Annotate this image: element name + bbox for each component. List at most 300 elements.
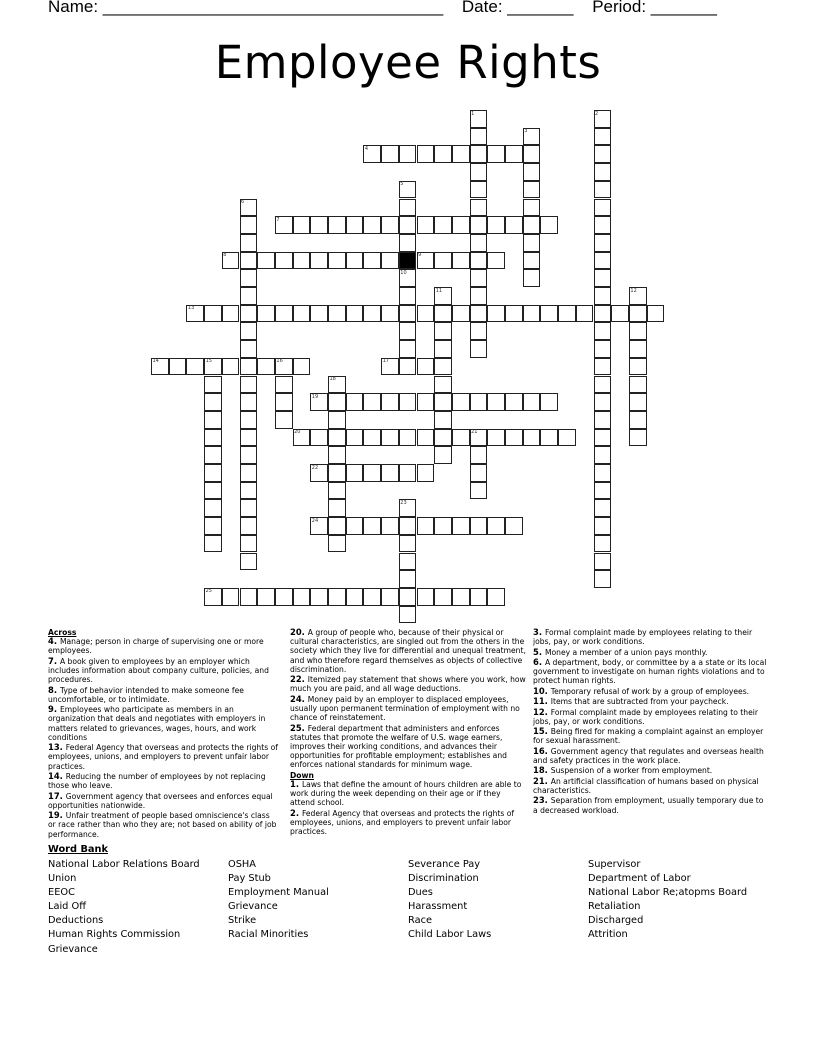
clue-item: 7. A book given to employees by an employer which includes information about company culture, policies, and procedures. bbox=[48, 655, 269, 685]
grid-cell[interactable] bbox=[381, 429, 399, 447]
grid-cell[interactable] bbox=[470, 216, 488, 234]
clue-number: 23 bbox=[400, 499, 407, 506]
grid-cell[interactable] bbox=[381, 145, 399, 163]
grid-cell[interactable] bbox=[611, 305, 629, 323]
grid-cell[interactable] bbox=[293, 305, 311, 323]
grid-cell[interactable] bbox=[540, 429, 558, 447]
grid-cell[interactable] bbox=[399, 340, 417, 358]
grid-cell[interactable] bbox=[417, 216, 435, 234]
grid-cell[interactable] bbox=[381, 464, 399, 482]
word-bank-item: Attrition bbox=[588, 929, 628, 941]
grid-cell[interactable] bbox=[594, 322, 612, 340]
grid-cell[interactable] bbox=[399, 216, 417, 234]
grid-cell[interactable] bbox=[470, 340, 488, 358]
grid-cell[interactable] bbox=[257, 358, 275, 376]
grid-cell[interactable] bbox=[523, 181, 541, 199]
clue-number-label: 20. bbox=[290, 627, 308, 637]
grid-cell[interactable] bbox=[328, 411, 346, 429]
grid-cell[interactable] bbox=[399, 517, 417, 535]
clue-item: 6. A department, body, or committee by a a state or its local government to investigate on human rights violations and to protect human rights. bbox=[533, 656, 767, 686]
grid-cell[interactable] bbox=[594, 252, 612, 270]
grid-cell[interactable] bbox=[399, 464, 417, 482]
grid-cell[interactable] bbox=[399, 234, 417, 252]
clue-item: 9. Employees who participate as members in an organization that deals and negotiates with employers in matters related to grievances, wages, hours, and work conditions bbox=[48, 704, 266, 742]
grid-cell[interactable] bbox=[381, 517, 399, 535]
grid-cell[interactable] bbox=[452, 429, 470, 447]
grid-cell[interactable] bbox=[594, 269, 612, 287]
grid-cell[interactable] bbox=[328, 482, 346, 500]
grid-cell[interactable] bbox=[399, 322, 417, 340]
grid-cell[interactable] bbox=[594, 429, 612, 447]
clue-number-label: 16. bbox=[533, 745, 551, 756]
word-bank-item: Discrimination bbox=[408, 873, 479, 885]
grid-cell[interactable] bbox=[399, 145, 417, 163]
grid-cell[interactable] bbox=[328, 464, 346, 482]
grid-cell[interactable] bbox=[240, 429, 258, 447]
word-bank-item: Child Labor Laws bbox=[408, 929, 492, 941]
grid-cell[interactable] bbox=[169, 358, 187, 376]
grid-cell[interactable] bbox=[399, 393, 417, 411]
word-bank-item: Dues bbox=[408, 887, 433, 899]
grid-cell[interactable] bbox=[310, 429, 328, 447]
grid-cell[interactable] bbox=[629, 358, 647, 376]
grid-cell[interactable] bbox=[222, 358, 240, 376]
grid-cell[interactable] bbox=[470, 446, 488, 464]
grid-cell[interactable] bbox=[328, 517, 346, 535]
grid-cell[interactable] bbox=[240, 482, 258, 500]
grid-cell[interactable] bbox=[523, 234, 541, 252]
clue-number-label: 17. bbox=[48, 790, 66, 801]
grid-cell[interactable] bbox=[399, 588, 417, 606]
grid-cell[interactable] bbox=[452, 393, 470, 411]
grid-cell[interactable] bbox=[346, 517, 364, 535]
grid-cell[interactable] bbox=[417, 464, 435, 482]
grid-cell[interactable] bbox=[381, 252, 399, 270]
clue-number: 22 bbox=[311, 464, 319, 471]
grid-cell[interactable] bbox=[452, 252, 470, 270]
grid-cell[interactable] bbox=[417, 588, 435, 606]
grid-cell[interactable] bbox=[346, 252, 364, 270]
grid-cell[interactable] bbox=[328, 216, 346, 234]
grid-cell[interactable] bbox=[240, 535, 258, 553]
grid-cell[interactable] bbox=[434, 252, 452, 270]
grid-cell[interactable] bbox=[434, 340, 452, 358]
grid-cell[interactable] bbox=[487, 216, 505, 234]
grid-cell[interactable] bbox=[417, 305, 435, 323]
clue-item: 5. Money a member of a union pays monthly. bbox=[533, 646, 708, 657]
clue-number: 16 bbox=[276, 358, 283, 365]
grid-cell[interactable] bbox=[487, 252, 505, 270]
grid-cell[interactable] bbox=[470, 482, 488, 500]
grid-cell[interactable] bbox=[594, 464, 612, 482]
clue-item: 8. Type of behavior intended to make someone fee uncomfortable, or to intimidate. bbox=[48, 684, 244, 704]
clues-column-2 bbox=[290, 628, 526, 838]
grid-cell[interactable] bbox=[540, 216, 558, 234]
grid-cell[interactable] bbox=[240, 340, 258, 358]
grid-cell[interactable] bbox=[204, 446, 222, 464]
grid-cell[interactable] bbox=[523, 252, 541, 270]
grid-cell[interactable] bbox=[470, 287, 488, 305]
grid-cell[interactable] bbox=[505, 429, 523, 447]
grid-cell[interactable] bbox=[434, 358, 452, 376]
grid-cell[interactable] bbox=[399, 358, 417, 376]
grid-cell[interactable] bbox=[204, 393, 222, 411]
word-bank-column bbox=[408, 858, 491, 943]
grid-cell[interactable] bbox=[240, 287, 258, 305]
clue-item: 10. Temporary refusal of work by a group of employees. bbox=[533, 685, 750, 696]
grid-cell[interactable] bbox=[328, 588, 346, 606]
grid-cell[interactable] bbox=[540, 393, 558, 411]
grid-cell[interactable] bbox=[399, 199, 417, 217]
grid-cell[interactable] bbox=[594, 482, 612, 500]
grid-cell[interactable] bbox=[363, 464, 381, 482]
grid-cell[interactable] bbox=[310, 252, 328, 270]
grid-cell[interactable] bbox=[240, 464, 258, 482]
grid-cell[interactable] bbox=[240, 553, 258, 571]
date-field[interactable]: Date: _______ bbox=[461, 0, 574, 16]
grid-cell[interactable] bbox=[363, 252, 381, 270]
grid-cell[interactable] bbox=[487, 393, 505, 411]
grid-cell[interactable] bbox=[434, 145, 452, 163]
clue-number: 1 bbox=[471, 110, 475, 117]
grid-cell[interactable] bbox=[275, 376, 293, 394]
grid-cell[interactable] bbox=[434, 411, 452, 429]
word-bank-item: EEOC bbox=[48, 887, 75, 899]
grid-cell[interactable] bbox=[470, 181, 488, 199]
clue-number: 21 bbox=[471, 429, 478, 436]
grid-cell[interactable] bbox=[505, 393, 523, 411]
black-cell bbox=[399, 252, 417, 270]
grid-cell[interactable] bbox=[470, 163, 488, 181]
grid-cell[interactable] bbox=[417, 517, 435, 535]
grid-cell[interactable] bbox=[594, 553, 612, 571]
grid-cell[interactable] bbox=[594, 216, 612, 234]
clue-number: 19 bbox=[311, 393, 319, 400]
grid-cell[interactable] bbox=[328, 429, 346, 447]
grid-cell[interactable] bbox=[293, 358, 311, 376]
grid-cell[interactable] bbox=[204, 499, 222, 517]
grid-cell[interactable] bbox=[594, 570, 612, 588]
grid-cell[interactable] bbox=[523, 393, 541, 411]
period-field[interactable]: Period: _______ bbox=[592, 0, 717, 16]
grid-cell[interactable] bbox=[346, 429, 364, 447]
grid-cell[interactable] bbox=[487, 305, 505, 323]
word-bank-item: OSHA bbox=[228, 859, 256, 870]
grid-cell[interactable] bbox=[399, 305, 417, 323]
grid-cell[interactable] bbox=[487, 517, 505, 535]
grid-cell[interactable] bbox=[576, 305, 594, 323]
grid-cell[interactable] bbox=[523, 145, 541, 163]
clue-item: 21. An artificial classification of humans based on physical characteristics. bbox=[533, 775, 759, 795]
grid-cell[interactable] bbox=[452, 305, 470, 323]
grid-cell[interactable] bbox=[452, 588, 470, 606]
grid-cell[interactable] bbox=[470, 305, 488, 323]
grid-cell[interactable] bbox=[204, 305, 222, 323]
grid-cell[interactable] bbox=[399, 429, 417, 447]
word-bank-item: Department of Labor bbox=[588, 873, 691, 885]
grid-cell[interactable] bbox=[470, 588, 488, 606]
grid-cell[interactable] bbox=[310, 588, 328, 606]
grid-cell[interactable] bbox=[594, 411, 612, 429]
clue-item: 17. Government agency that oversees and enforces equal opportunities nationwide. bbox=[48, 790, 273, 810]
grid-cell[interactable] bbox=[470, 464, 488, 482]
grid-cell[interactable] bbox=[363, 429, 381, 447]
clue-number: 10 bbox=[400, 269, 407, 276]
clue-number-label: 9. bbox=[48, 704, 60, 715]
grid-cell[interactable] bbox=[381, 216, 399, 234]
grid-cell[interactable] bbox=[594, 128, 612, 146]
grid-cell[interactable] bbox=[417, 145, 435, 163]
grid-cell[interactable] bbox=[523, 305, 541, 323]
clue-number-label: 6. bbox=[533, 656, 545, 667]
grid-cell[interactable] bbox=[594, 340, 612, 358]
grid-cell[interactable] bbox=[328, 305, 346, 323]
grid-cell[interactable] bbox=[487, 429, 505, 447]
grid-cell[interactable] bbox=[434, 322, 452, 340]
grid-cell[interactable] bbox=[363, 216, 381, 234]
grid-cell[interactable] bbox=[594, 499, 612, 517]
grid-cell[interactable] bbox=[240, 234, 258, 252]
clue-number: 17 bbox=[382, 358, 389, 365]
grid-cell[interactable] bbox=[594, 287, 612, 305]
clue-item: 13. Federal Agency that overseas and protects the rights of employees, unions, and employers to prevent unfair labor practices. bbox=[48, 742, 278, 771]
word-bank-item: Human Rights Commission bbox=[48, 929, 181, 941]
grid-cell[interactable] bbox=[540, 305, 558, 323]
grid-cell[interactable] bbox=[434, 393, 452, 411]
grid-cell[interactable] bbox=[594, 163, 612, 181]
word-bank-item: Severance Pay bbox=[408, 859, 481, 870]
grid-cell[interactable] bbox=[310, 305, 328, 323]
grid-cell[interactable] bbox=[558, 305, 576, 323]
grid-cell[interactable] bbox=[594, 517, 612, 535]
grid-cell[interactable] bbox=[629, 393, 647, 411]
grid-cell[interactable] bbox=[328, 393, 346, 411]
grid-cell[interactable] bbox=[240, 269, 258, 287]
grid-cell[interactable] bbox=[204, 482, 222, 500]
grid-cell[interactable] bbox=[594, 358, 612, 376]
grid-cell[interactable] bbox=[629, 411, 647, 429]
word-bank-item: National Labor Relations Board bbox=[48, 859, 200, 870]
grid-cell[interactable] bbox=[328, 499, 346, 517]
grid-cell[interactable] bbox=[417, 393, 435, 411]
grid-cell[interactable] bbox=[452, 517, 470, 535]
grid-cell[interactable] bbox=[558, 429, 576, 447]
word-bank bbox=[48, 843, 748, 955]
grid-cell[interactable] bbox=[629, 376, 647, 394]
grid-cell[interactable] bbox=[363, 588, 381, 606]
grid-cell[interactable] bbox=[594, 376, 612, 394]
grid-cell[interactable] bbox=[434, 446, 452, 464]
grid-cell[interactable] bbox=[204, 411, 222, 429]
grid-cell[interactable] bbox=[505, 216, 523, 234]
clue-item: 22. Itemized pay statement that shows where you work, how much you are paid, and all wage deductions. bbox=[290, 674, 526, 694]
grid-cell[interactable] bbox=[629, 322, 647, 340]
grid-cell[interactable] bbox=[240, 216, 258, 234]
grid-cell[interactable] bbox=[204, 535, 222, 553]
grid-cell[interactable] bbox=[257, 588, 275, 606]
grid-cell[interactable] bbox=[381, 588, 399, 606]
grid-cell[interactable] bbox=[452, 145, 470, 163]
grid-cell[interactable] bbox=[434, 429, 452, 447]
grid-cell[interactable] bbox=[204, 376, 222, 394]
grid-cell[interactable] bbox=[629, 305, 647, 323]
word-bank-item: Supervisor bbox=[588, 859, 641, 870]
grid-cell[interactable] bbox=[470, 199, 488, 217]
grid-cell[interactable] bbox=[363, 517, 381, 535]
grid-cell[interactable] bbox=[275, 588, 293, 606]
clue-number: 3 bbox=[524, 128, 528, 135]
grid-cell[interactable] bbox=[346, 393, 364, 411]
grid-cell[interactable] bbox=[240, 393, 258, 411]
grid-cell[interactable] bbox=[275, 252, 293, 270]
grid-cell[interactable] bbox=[328, 535, 346, 553]
grid-cell[interactable] bbox=[293, 216, 311, 234]
grid-cell[interactable] bbox=[222, 305, 240, 323]
word-bank-column bbox=[48, 858, 200, 957]
grid-cell[interactable] bbox=[346, 588, 364, 606]
clue-number-label: 21. bbox=[533, 775, 551, 786]
clue-number-label: 4. bbox=[48, 636, 60, 647]
grid-cell[interactable] bbox=[594, 305, 612, 323]
grid-cell[interactable] bbox=[328, 446, 346, 464]
grid-cell[interactable] bbox=[434, 376, 452, 394]
grid-cell[interactable] bbox=[417, 358, 435, 376]
grid-cell[interactable] bbox=[647, 305, 665, 323]
grid-cell[interactable] bbox=[594, 199, 612, 217]
grid-cell[interactable] bbox=[399, 535, 417, 553]
grid-cell[interactable] bbox=[275, 393, 293, 411]
word-bank-item: Race bbox=[408, 915, 433, 927]
grid-cell[interactable] bbox=[523, 199, 541, 217]
grid-cell[interactable] bbox=[240, 305, 258, 323]
grid-cell[interactable] bbox=[505, 145, 523, 163]
grid-cell[interactable] bbox=[328, 252, 346, 270]
grid-cell[interactable] bbox=[186, 358, 204, 376]
grid-cell[interactable] bbox=[293, 252, 311, 270]
grid-cell[interactable] bbox=[523, 163, 541, 181]
grid-cell[interactable] bbox=[594, 181, 612, 199]
grid-cell[interactable] bbox=[487, 588, 505, 606]
clue-number-label: 2. bbox=[290, 807, 302, 818]
grid-cell[interactable] bbox=[240, 517, 258, 535]
clue-number: 24 bbox=[311, 517, 319, 524]
clue-number-label: 8. bbox=[48, 684, 60, 695]
grid-cell[interactable] bbox=[594, 145, 612, 163]
grid-cell[interactable] bbox=[222, 588, 240, 606]
word-bank-item: Grievance bbox=[48, 943, 98, 955]
clue-number: 25 bbox=[205, 588, 212, 595]
grid-cell[interactable] bbox=[399, 606, 417, 624]
grid-cell[interactable] bbox=[275, 411, 293, 429]
grid-cell[interactable] bbox=[452, 216, 470, 234]
grid-cell[interactable] bbox=[470, 128, 488, 146]
grid-cell[interactable] bbox=[346, 464, 364, 482]
grid-cell[interactable] bbox=[629, 429, 647, 447]
clue-number-label: 3. bbox=[533, 627, 545, 637]
grid-cell[interactable] bbox=[257, 252, 275, 270]
grid-cell[interactable] bbox=[363, 305, 381, 323]
clue-item: 14. Reducing the number of employees by not replacing those who leave. bbox=[48, 770, 266, 791]
grid-cell[interactable] bbox=[346, 216, 364, 234]
clue-item: 12. Formal complaint made by employees relating to their jobs, pay, or work conditions. bbox=[533, 706, 758, 726]
clue-item: 3. Formal complaint made by employees relating to their jobs, pay, or work conditions. bbox=[533, 627, 753, 647]
name-field[interactable]: Name: ____________________________________ bbox=[48, 0, 444, 16]
grid-cell[interactable] bbox=[434, 216, 452, 234]
clue-number-label: 7. bbox=[48, 655, 60, 666]
grid-cell[interactable] bbox=[204, 464, 222, 482]
grid-cell[interactable] bbox=[204, 517, 222, 535]
word-bank-item: Discharged bbox=[588, 915, 644, 927]
grid-cell[interactable] bbox=[346, 305, 364, 323]
grid-cell[interactable] bbox=[240, 411, 258, 429]
grid-cell[interactable] bbox=[363, 393, 381, 411]
grid-cell[interactable] bbox=[240, 446, 258, 464]
grid-cell[interactable] bbox=[629, 340, 647, 358]
grid-cell[interactable] bbox=[523, 216, 541, 234]
grid-cell[interactable] bbox=[417, 429, 435, 447]
grid-cell[interactable] bbox=[240, 252, 258, 270]
grid-cell[interactable] bbox=[381, 305, 399, 323]
grid-cell[interactable] bbox=[470, 145, 488, 163]
grid-cell[interactable] bbox=[399, 570, 417, 588]
grid-cell[interactable] bbox=[594, 393, 612, 411]
grid-cell[interactable] bbox=[204, 429, 222, 447]
grid-cell[interactable] bbox=[470, 252, 488, 270]
clue-number-label: 1. bbox=[290, 779, 302, 789]
grid-cell[interactable] bbox=[240, 588, 258, 606]
grid-cell[interactable] bbox=[594, 446, 612, 464]
grid-cell[interactable] bbox=[399, 553, 417, 571]
clue-item: 11. Items that are subtracted from your paycheck. bbox=[533, 696, 729, 707]
grid-cell[interactable] bbox=[523, 429, 541, 447]
clue-number: 7 bbox=[276, 216, 280, 223]
grid-cell[interactable] bbox=[470, 322, 488, 340]
grid-cell[interactable] bbox=[310, 216, 328, 234]
grid-cell[interactable] bbox=[470, 234, 488, 252]
grid-cell[interactable] bbox=[240, 322, 258, 340]
grid-cell[interactable] bbox=[487, 145, 505, 163]
grid-cell[interactable] bbox=[399, 287, 417, 305]
clue-item: 2. Federal Agency that overseas and protects the rights of employees, unions, and employers to prevent unfair labor practices. bbox=[290, 807, 515, 837]
grid-cell[interactable] bbox=[505, 517, 523, 535]
clue-number-label: 13. bbox=[48, 742, 66, 753]
clue-number-label: 5. bbox=[533, 646, 545, 657]
grid-cell[interactable] bbox=[293, 588, 311, 606]
grid-cell[interactable] bbox=[505, 305, 523, 323]
grid-cell[interactable] bbox=[275, 305, 293, 323]
grid-cell[interactable] bbox=[381, 393, 399, 411]
grid-cell[interactable] bbox=[434, 588, 452, 606]
word-bank-item: Laid Off bbox=[48, 901, 86, 913]
grid-cell[interactable] bbox=[434, 517, 452, 535]
grid-cell[interactable] bbox=[594, 535, 612, 553]
clue-number-label: 15. bbox=[533, 726, 551, 737]
grid-cell[interactable] bbox=[240, 376, 258, 394]
grid-cell[interactable] bbox=[240, 499, 258, 517]
grid-cell[interactable] bbox=[257, 305, 275, 323]
grid-cell[interactable] bbox=[470, 393, 488, 411]
grid-cell[interactable] bbox=[240, 358, 258, 376]
word-bank-column bbox=[228, 858, 329, 943]
clue-item: 23. Separation from employment, usually temporary due to a decreased workload. bbox=[533, 795, 764, 815]
grid-cell[interactable] bbox=[523, 269, 541, 287]
grid-cell[interactable] bbox=[594, 234, 612, 252]
grid-cell[interactable] bbox=[434, 305, 452, 323]
grid-cell[interactable] bbox=[470, 517, 488, 535]
clue-number-label: 22. bbox=[290, 674, 308, 685]
word-bank-item: Grievance bbox=[228, 901, 278, 913]
grid-cell[interactable] bbox=[470, 269, 488, 287]
